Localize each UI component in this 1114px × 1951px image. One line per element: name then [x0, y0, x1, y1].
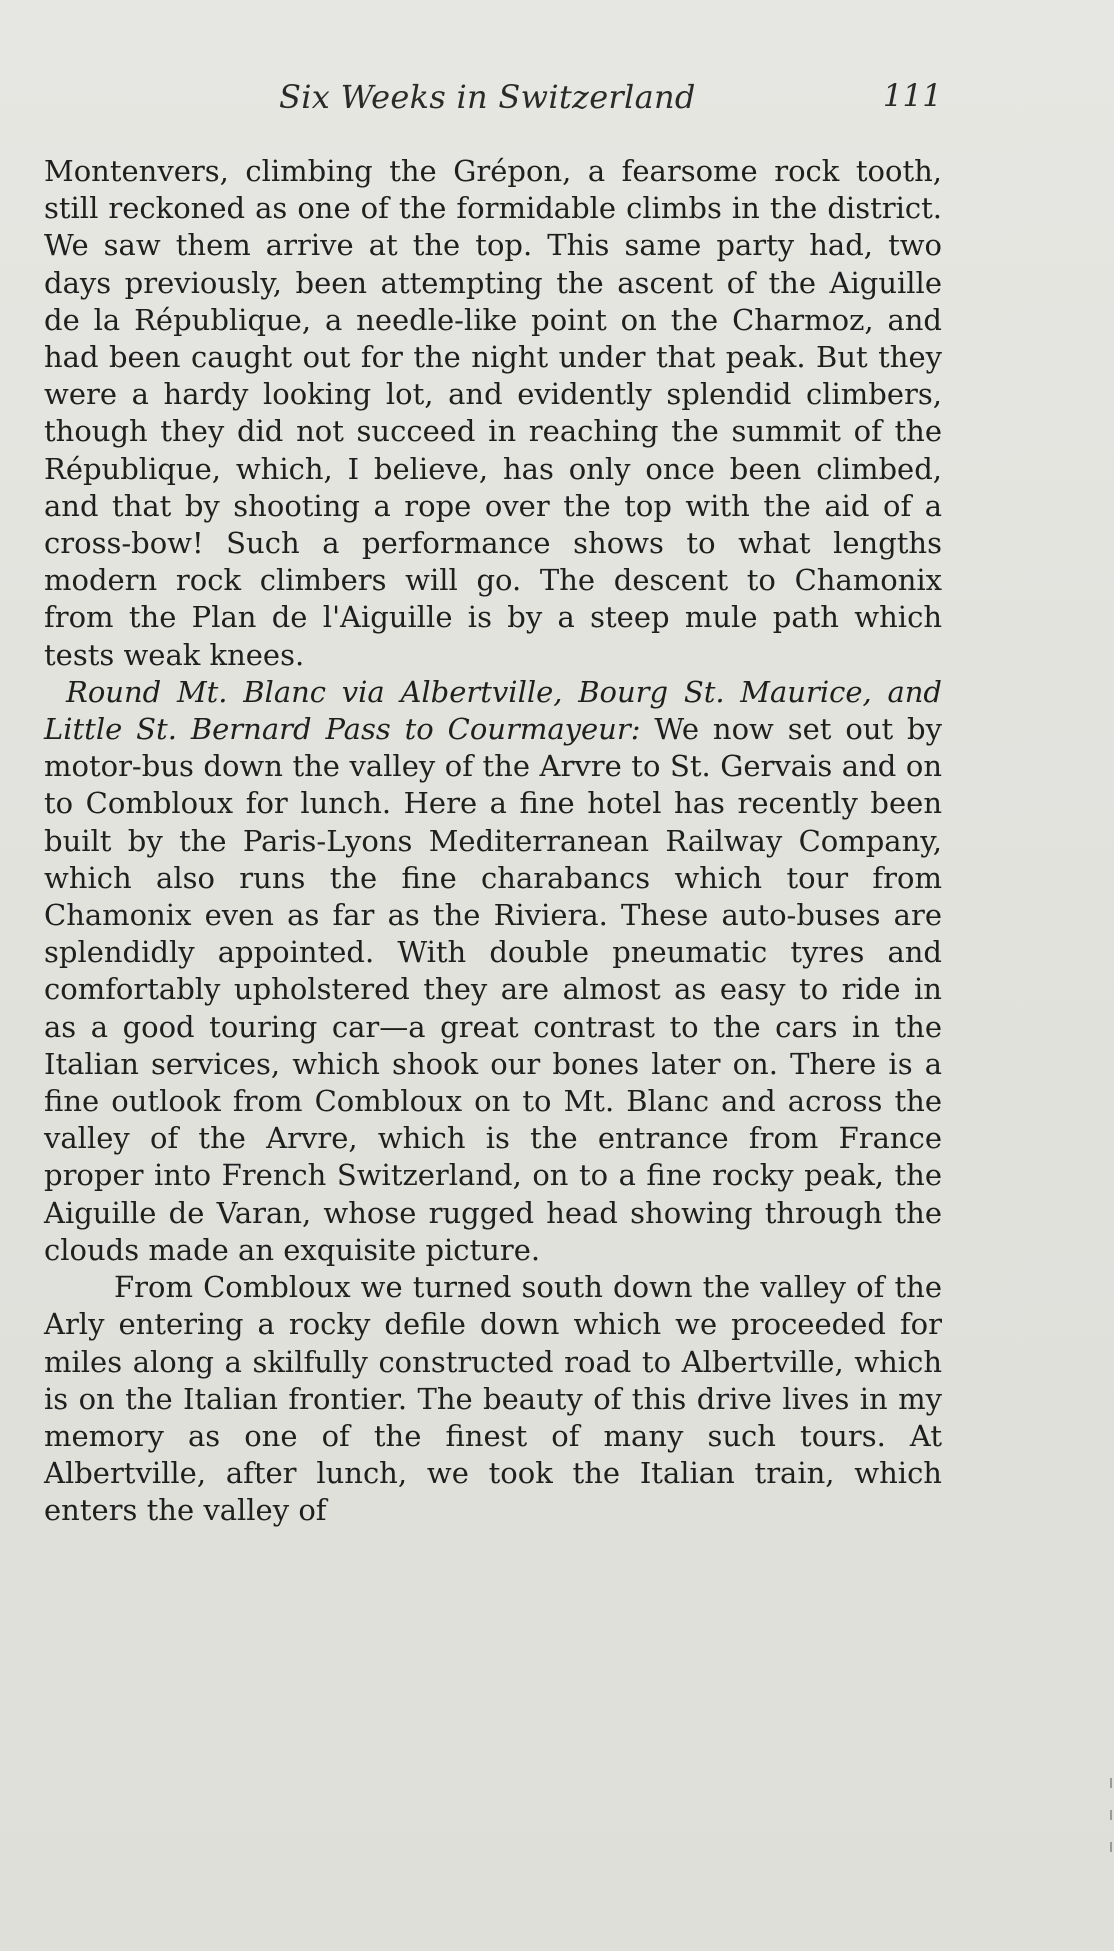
page-edge-mark [1110, 1810, 1112, 1820]
paragraph-1: Montenvers, climbing the Grépon, a fearsome rock tooth, still reckoned as one of the formidable climbs in the district. We saw them arrive at the top. This same party had, two days previously, been attempting the ascent of the Aiguille de la République, a needle-like point on the Charmoz, and had been caught out for the night under that peak. But they were a hardy looking lot, and evidently splendid climbers, though they did not succeed in reaching the summit of the République, which, I believe, has only once been climbed, and that by shooting a rope over the top with the aid of a cross-bow! Such a performance shows to what lengths modern rock climbers will go. The descent to Chamonix from the Plan de l'Aiguille is by a steep mule path which tests weak knees. [44, 154, 942, 672]
body-text [44, 153, 942, 1530]
paragraph-2-text: We now set out by motor-bus down the valley of the Arvre to St. Gervais and on to Combloux for lunch. Here a fine hotel has recently been built by the Paris-Lyons Mediterranean Railway Company, which also runs the fine charabancs which tour from Chamonix even as far as the Riviera. These auto-buses are splendidly appointed. With double pneumatic tyres and comfortably upholstered they are almost as easy to ride in as a good touring car—a great contrast to the cars in the Italian services, which shook our bones later on. There is a fine outlook from Combloux on to Mt. Blanc and across the valley of the Arvre, which is the entrance from France proper into French Switzerland, on to a fine rocky peak, the Aiguille de Varan, whose rugged head showing through the clouds made an exquisite picture. [44, 712, 942, 1267]
page-number: 111 [882, 78, 942, 114]
running-head [44, 78, 942, 126]
page-edge-mark [1110, 1778, 1112, 1788]
paragraph-2-heading: Round Mt. Blanc via Albertville, Bourg St. Maurice, and Little St. Bernard Pass to Courmayeur: [44, 674, 942, 747]
running-title: Six Weeks in Switzerland [279, 78, 696, 116]
page-edge-mark [1110, 1842, 1112, 1852]
paragraph-3: From Combloux we turned south down the valley of the Arly entering a rocky defile down which we proceeded for miles along a skilfully constructed road to Albertville, which is on the Italian frontier. The beauty of this drive lives in my memory as one of the finest of many such tours. At Albertville, after lunch, we took the Italian train, which enters the valley of [44, 1270, 942, 1528]
paragraph-2 [44, 674, 942, 1269]
